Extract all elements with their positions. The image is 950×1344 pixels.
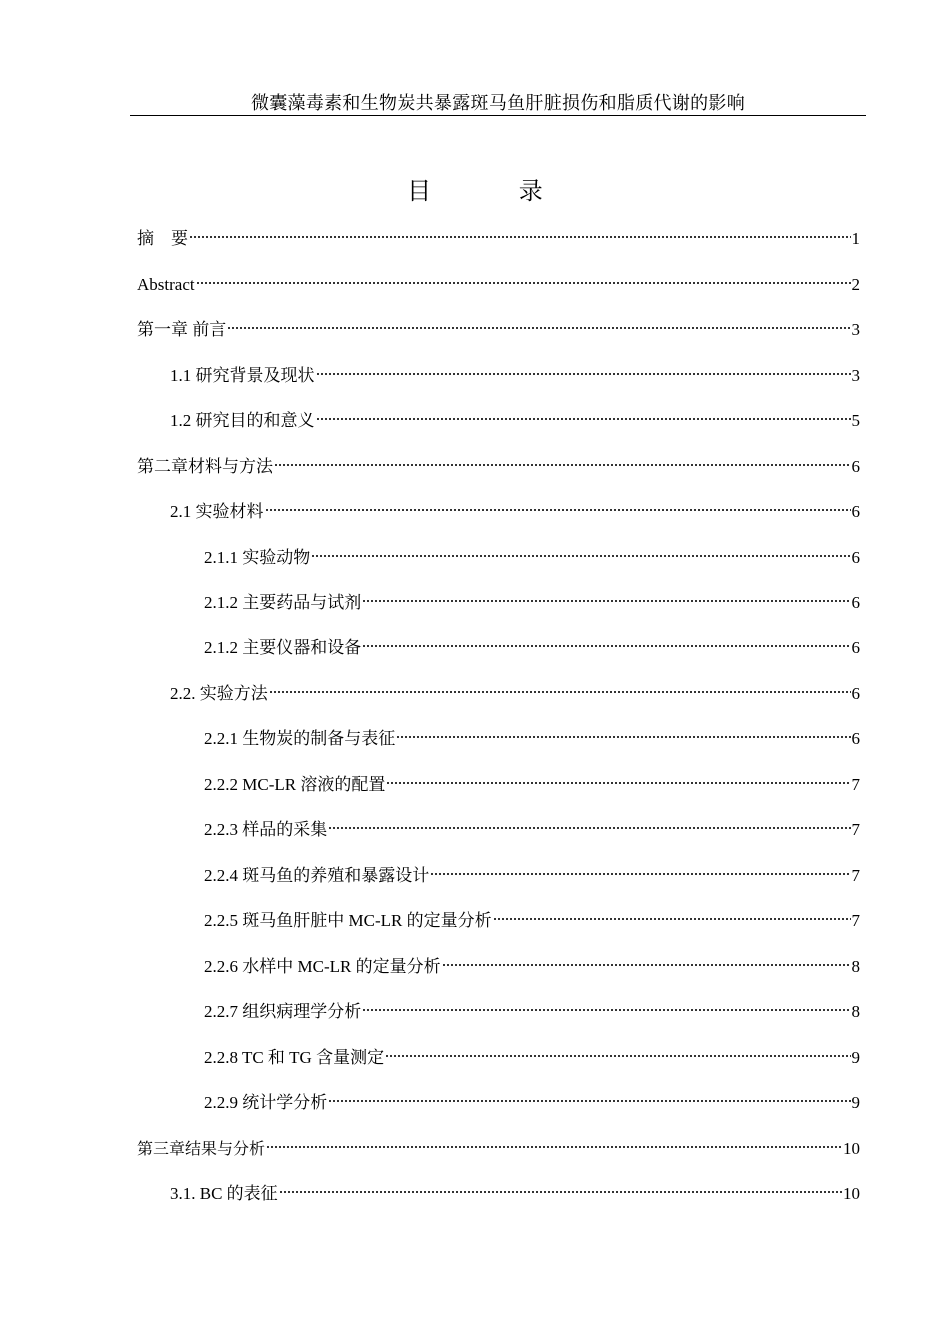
toc-entry-page: 3 [851, 366, 860, 385]
toc-entry[interactable] [204, 582, 860, 612]
toc-entry[interactable] [204, 991, 860, 1021]
toc-entry[interactable] [204, 1082, 860, 1112]
toc-entry-text: 2.2. 实验方法 [170, 684, 268, 703]
toc-leader-dots [362, 991, 850, 1017]
toc-leader-dots [316, 400, 851, 426]
toc-entry-page: 9 [851, 1093, 860, 1112]
toc-entry-page: 8 [851, 957, 860, 976]
toc-entry-page: 3 [851, 320, 860, 339]
toc-leader-dots [269, 673, 851, 699]
toc-entry-page: 6 [851, 502, 860, 521]
toc-entry[interactable] [170, 355, 860, 385]
toc-leader-dots [362, 627, 850, 653]
toc-leader-dots [316, 355, 851, 381]
toc-entry[interactable] [137, 218, 860, 248]
toc-entry-text: 2.2.7 组织病理学分析 [204, 1002, 362, 1021]
toc-leader-dots [430, 855, 850, 881]
toc-entry[interactable] [170, 1173, 860, 1203]
toc-entry-page: 10 [843, 1139, 860, 1158]
toc-leader-dots [396, 718, 850, 744]
toc-entry-text: 2.2.8 TC 和 TG 含量测定 [204, 1048, 385, 1067]
toc-entry-page: 6 [851, 729, 860, 748]
toc-entry[interactable] [204, 718, 860, 748]
toc-entry-page: 6 [851, 457, 860, 476]
toc-entry-page: 7 [851, 820, 860, 839]
toc-leader-dots [493, 900, 851, 926]
toc-entry[interactable] [204, 627, 860, 657]
toc-entry[interactable] [204, 900, 860, 930]
toc-leader-dots [196, 264, 851, 290]
toc-entry-page: 9 [851, 1048, 860, 1067]
toc-entry-text: 2.1.2 主要药品与试剂 [204, 593, 362, 612]
toc-entry-text: 2.2.3 样品的采集 [204, 820, 328, 839]
toc-entry-page: 7 [851, 866, 860, 885]
toc-entry-page: 5 [851, 411, 860, 430]
toc-entry-page: 8 [851, 1002, 860, 1021]
toc-entry[interactable] [204, 855, 860, 885]
toc-entry-page: 6 [851, 548, 860, 567]
toc-entry-text: 2.2.4 斑马鱼的养殖和暴露设计 [204, 866, 430, 885]
toc-leader-dots [227, 309, 850, 335]
toc-entry-text: Abstract [137, 275, 195, 294]
toc-entry-text: 2.2.2 MC-LR 溶液的配置 [204, 775, 386, 794]
toc-leader-dots [265, 491, 851, 517]
toc-leader-dots [311, 537, 850, 563]
toc-leader-dots [385, 1037, 850, 1063]
toc-leader-dots [279, 1173, 842, 1199]
toc-entry-text: 2.1.2 主要仪器和设备 [204, 638, 362, 657]
toc-entry-page: 10 [843, 1184, 860, 1203]
toc-entry[interactable] [137, 1128, 860, 1158]
toc-entry-page: 2 [851, 275, 860, 294]
toc-entry-page: 6 [851, 684, 860, 703]
toc-entry[interactable] [170, 673, 860, 703]
toc-leader-dots [362, 582, 850, 608]
header-rule [130, 115, 866, 116]
toc-entry-text: 第一章 前言 [137, 320, 227, 339]
running-header-title: 微囊藻毒素和生物炭共暴露斑马鱼肝脏损伤和脂质代谢的影响 [250, 93, 746, 113]
toc-entry-page: 6 [851, 593, 860, 612]
toc-entry-text: 1.2 研究目的和意义 [170, 411, 315, 430]
toc-entry-text: 2.2.9 统计学分析 [204, 1093, 328, 1112]
toc-leader-dots [266, 1128, 842, 1154]
toc-entry-text: 第三章结果与分析 [137, 1139, 266, 1158]
toc-leader-dots [442, 946, 851, 972]
toc-leader-dots [386, 764, 850, 790]
toc-entry-text: 2.2.5 斑马鱼肝脏中 MC-LR 的定量分析 [204, 911, 492, 930]
toc-entry-page: 6 [851, 638, 860, 657]
toc-entry-text: 第二章材料与方法 [137, 457, 273, 476]
toc-entry[interactable] [204, 809, 860, 839]
toc-entry[interactable] [137, 446, 860, 476]
toc-entry-text: 2.1.1 实验动物 [204, 548, 311, 567]
toc-entry-text: 3.1. BC 的表征 [170, 1184, 278, 1203]
toc-entry-text: 摘 要 [137, 229, 188, 248]
toc-entry-page: 1 [851, 229, 860, 248]
toc-leader-dots [274, 446, 851, 472]
toc-entry[interactable] [204, 1037, 860, 1067]
toc-leader-dots [328, 809, 850, 835]
toc-leader-dots [189, 218, 851, 244]
toc-entry-text: 1.1 研究背景及现状 [170, 366, 315, 385]
toc-leader-dots [328, 1082, 850, 1108]
toc-entry[interactable] [137, 264, 860, 294]
toc-entry-text: 2.2.1 生物炭的制备与表征 [204, 729, 396, 748]
toc-entry[interactable] [204, 764, 860, 794]
toc-entry-page: 7 [851, 775, 860, 794]
toc-entry[interactable] [170, 491, 860, 521]
toc-entry-page: 7 [851, 911, 860, 930]
toc-title: 目 录 [407, 177, 583, 205]
toc-entry[interactable] [137, 309, 860, 339]
toc-entry-text: 2.1 实验材料 [170, 502, 264, 521]
toc-entry[interactable] [204, 537, 860, 567]
toc-entry[interactable] [170, 400, 860, 430]
toc-entry[interactable] [204, 946, 860, 976]
toc-entry-text: 2.2.6 水样中 MC-LR 的定量分析 [204, 957, 441, 976]
